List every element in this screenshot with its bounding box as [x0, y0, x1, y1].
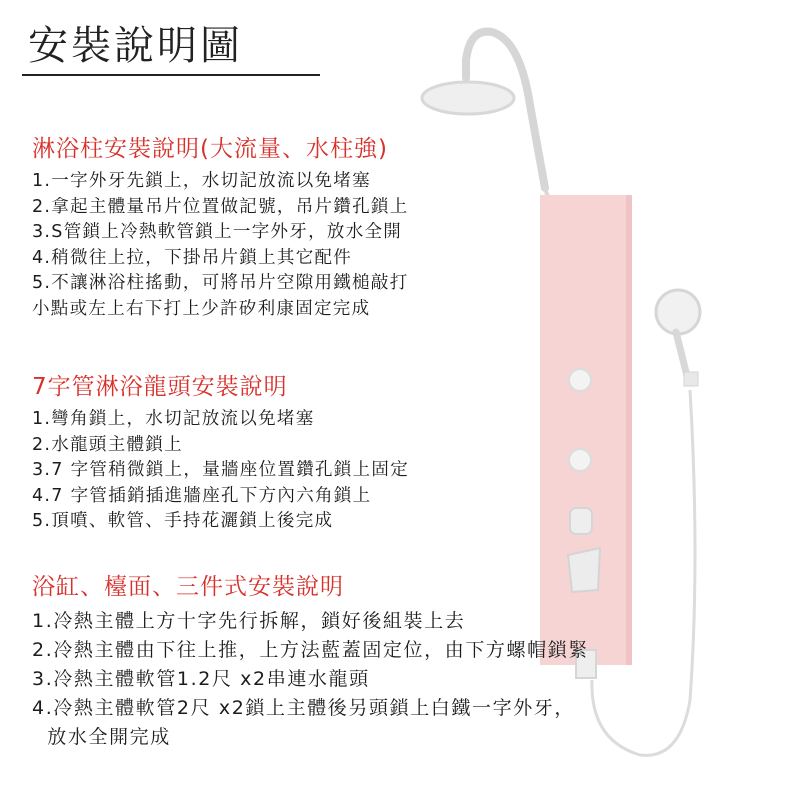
- section-heading: 淋浴柱安裝說明(大流量、水柱強): [32, 136, 388, 162]
- instruction-line: 放水全開完成: [32, 726, 171, 748]
- instruction-line: 3.S管鎖上冷熱軟管鎖上一字外牙，放水全開: [32, 222, 403, 242]
- instruction-line: 2.冷熱主體由下往上推，上方法藍蓋固定位，由下方螺帽鎖緊: [32, 639, 589, 661]
- instruction-line: 2.水龍頭主體鎖上: [32, 434, 183, 455]
- section-bathtub-three-piece: [32, 568, 772, 752]
- rain-shower-head: [422, 82, 514, 114]
- instruction-list: [32, 607, 772, 752]
- instruction-line: 4.冷熱主體軟管2尺 x2鎖上主體後另頭鎖上白鐵一字外牙，: [32, 697, 575, 719]
- instruction-line: 1.彎角鎖上，水切記放流以免堵塞: [32, 409, 315, 429]
- instruction-line: 3.7 字管稍微鎖上，量牆座位置鑽孔鎖上固定: [32, 460, 409, 480]
- instruction-list: [32, 407, 772, 535]
- instruction-line: 3.冷熱主體軟管1.2尺 x2串連水龍頭: [32, 668, 370, 690]
- instruction-line: 5.頂噴、軟管、手持花灑鎖上後完成: [32, 511, 334, 531]
- section-heading: 7字管淋浴龍頭安裝說明: [32, 374, 288, 400]
- page-title: 安裝說明圖: [28, 23, 243, 69]
- section-heading: 浴缸、檯面、三件式安裝說明: [32, 574, 344, 600]
- section-7-pipe-faucet: [32, 368, 772, 535]
- instruction-list: [32, 169, 772, 322]
- instruction-line: 4.稍微往上拉，下掛吊片鎖上其它配件: [32, 247, 353, 268]
- instruction-line: 1.冷熱主體上方十字先行拆解，鎖好後組裝上去: [32, 610, 466, 632]
- section-shower-column: [32, 130, 772, 322]
- instruction-line: 4.7 字管插銷插進牆座孔下方內六角鎖上: [32, 485, 372, 506]
- instruction-line: 5.不讓淋浴柱搖動，可將吊片空隙用鐵槌敲打: [32, 273, 409, 293]
- instruction-line: 1.一字外牙先鎖上，水切記放流以免堵塞: [32, 171, 371, 191]
- instruction-line: 2.拿起主體量吊片位置做記號，吊片鑽孔鎖上: [32, 196, 409, 217]
- title-underline: [22, 74, 320, 76]
- instruction-line: 小點或左上右下打上少許矽利康固定完成: [32, 298, 371, 319]
